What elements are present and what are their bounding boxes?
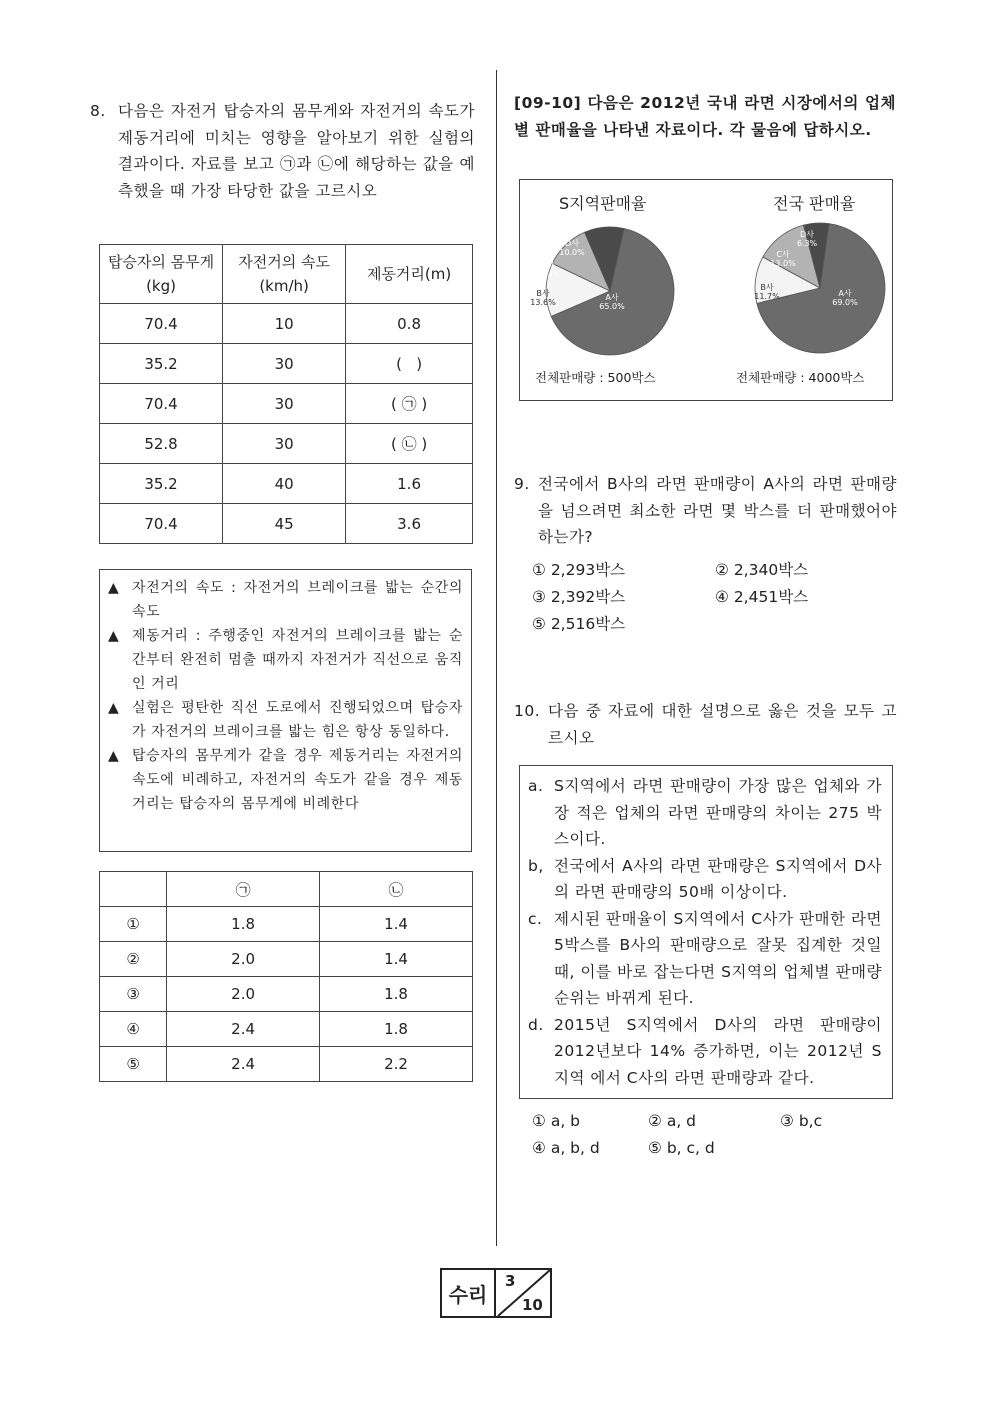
statement-label: b,	[528, 856, 544, 875]
table-cell: ( )	[346, 344, 473, 384]
chart-footnote-s: 전체판매량 : 500박스	[535, 370, 656, 385]
note-text: 실험은 평탄한 직선 도로에서 진행되었으며 탑승자가 자전거의 브레이크를 밟는 힘은 항상 동일하다.	[132, 700, 463, 740]
answer-choice-number[interactable]: ④	[100, 1012, 167, 1047]
pie-chart-s	[530, 227, 674, 355]
table-cell: 30	[223, 384, 346, 424]
answer-choice-number[interactable]: ②	[100, 942, 167, 977]
triangle-icon: ▲	[108, 748, 120, 764]
pie-value-label: 6.3%	[796, 239, 818, 248]
chart-title-national: 전국 판매율	[773, 194, 856, 213]
answer-choice-number[interactable]: ①	[100, 907, 167, 942]
statement-text: 전국에서 A사의 라면 판매량은 S지역에서 D사의 라면 판매량의 50배 이상이다.	[554, 856, 882, 901]
table-cell: 1.4	[320, 907, 473, 942]
table-cell: 30	[223, 344, 346, 384]
pie-label-C사: C사	[541, 261, 555, 270]
table-cell: 70.4	[100, 384, 223, 424]
answer-choice-number[interactable]: ⑤	[100, 1047, 167, 1082]
pie-charts-box	[519, 179, 893, 401]
pie-label-A사: A사	[838, 289, 852, 298]
table-row	[100, 304, 473, 344]
table-cell: 2.0	[167, 977, 320, 1012]
table-cell: 35.2	[100, 344, 223, 384]
q9-option-4[interactable]: ④ 2,451박스	[715, 588, 809, 606]
footer-page-number: 3	[505, 1272, 516, 1290]
table-row	[100, 504, 473, 544]
q9-option-1[interactable]: ① 2,293박스	[532, 561, 626, 579]
pie-label-B사: B사	[760, 283, 774, 292]
q8-number: 8.	[90, 102, 106, 120]
table-cell: 70.4	[100, 304, 223, 344]
header-distance: 제동거리(m)	[346, 245, 473, 304]
table-header-row	[100, 245, 473, 304]
q9-10-intro: [09-10] 다음은 2012년 국내 라면 시장에서의 업체별 판매율을 나타낸 자료이다. 각 물음에 답하시오.	[514, 94, 896, 139]
answer-row[interactable]	[100, 942, 473, 977]
statement-item	[528, 1012, 882, 1092]
pie-value-label: 69.0%	[832, 298, 858, 307]
answer-header-row	[100, 872, 473, 907]
statement-text: 제시된 판매율이 S지역에서 C사가 판매한 라면 5박스를 B사의 판매량으로 잘못 집계한 것일 때, 이를 바로 잡는다면 S지역의 업체별 판매량 순위는 바뀌게 된다.	[554, 909, 882, 1007]
q10-text: 다음 중 자료에 대한 설명으로 옳은 것을 모두 고르시오	[548, 702, 897, 747]
note-item	[108, 744, 463, 816]
table-cell: 0.8	[346, 304, 473, 344]
table-cell: 1.4	[320, 942, 473, 977]
q8-question	[90, 98, 475, 204]
table-cell: 2.4	[167, 1047, 320, 1082]
answer-header-blank	[100, 872, 167, 907]
q10-option-3[interactable]: ③ b,c	[780, 1112, 823, 1130]
header-weight: 탑승자의 몸무게(kg)	[100, 245, 223, 304]
table-cell: 2.0	[167, 942, 320, 977]
table-cell: 3.6	[346, 504, 473, 544]
q9-number: 9.	[514, 475, 530, 493]
table-cell: 1.8	[320, 1012, 473, 1047]
pie-value-label: 11.7%	[754, 292, 780, 301]
q9-option-2[interactable]: ② 2,340박스	[715, 561, 809, 579]
table-cell: 45	[223, 504, 346, 544]
statement-item	[528, 773, 882, 853]
pie-value-label: 13.0%	[770, 259, 796, 268]
statement-label: d.	[528, 1015, 544, 1034]
page-footer-box	[440, 1268, 552, 1318]
statement-item	[528, 853, 882, 906]
column-divider	[496, 70, 497, 1246]
table-cell: 40	[223, 464, 346, 504]
note-text: 탑승자의 몸무게가 같을 경우 제동거리는 자전거의 속도에 비례하고, 자전거의 속도가 같을 경우 제동거리는 탑승자의 몸무게에 비례한다	[132, 748, 463, 812]
pie-value-label: 65.0%	[599, 302, 625, 311]
note-text: 제동거리 : 주행중인 자전거의 브레이크를 밟는 순간부터 완전히 멈출 때까지 자전거가 직선으로 움직인 거리	[132, 628, 463, 692]
note-text: 자전거의 속도 : 자전거의 브레이크를 밟는 순간의 속도	[132, 580, 463, 620]
footer-subject: 수리	[442, 1270, 496, 1316]
statement-label: a.	[528, 777, 544, 795]
table-cell: 10	[223, 304, 346, 344]
table-cell: ( ㉡ )	[346, 424, 473, 464]
table-cell: ( ㉠ )	[346, 384, 473, 424]
pie-value-label: 11.4%	[535, 270, 561, 279]
table-row	[100, 384, 473, 424]
pie-chart-national	[754, 223, 885, 353]
statement-item	[528, 906, 882, 1012]
q10-option-5[interactable]: ⑤ b, c, d	[648, 1139, 715, 1157]
q10-question	[514, 698, 897, 751]
q10-number: 10.	[514, 702, 541, 720]
answer-header-a: ㉠	[167, 872, 320, 907]
triangle-icon: ▲	[108, 700, 120, 716]
note-item	[108, 696, 463, 744]
q8-answer-table	[99, 871, 473, 1082]
note-item	[108, 624, 463, 696]
pie-label-B사: B사	[536, 289, 550, 298]
chart-footnote-national: 전체판매량 : 4000박스	[736, 370, 865, 385]
chart-title-s: S지역판매율	[559, 194, 647, 213]
table-cell: 1.8	[320, 977, 473, 1012]
statement-text: S지역에서 라면 판매량이 가장 많은 업체와 가장 적은 업체의 라면 판매량의 차이는 275 박스이다.	[554, 777, 882, 848]
q9-question	[514, 471, 897, 551]
q10-option-2[interactable]: ② a, d	[648, 1112, 697, 1130]
q8-notes-box	[99, 569, 472, 852]
q9-text: 전국에서 B사의 라면 판매량이 A사의 라면 판매량을 넘으려면 최소한 라면 몇 박스를 더 판매했어야 하는가?	[538, 475, 897, 546]
pie-value-label: 10.0%	[559, 248, 585, 257]
table-cell: 30	[223, 424, 346, 464]
pie-label-C사: C사	[776, 250, 790, 259]
table-cell: 1.8	[167, 907, 320, 942]
table-cell: 2.4	[167, 1012, 320, 1047]
q10-statements-box	[519, 765, 893, 1099]
q10-option-1[interactable]: ① a, b	[532, 1112, 581, 1130]
header-speed: 자전거의 속도(km/h)	[223, 245, 346, 304]
table-cell: 2.2	[320, 1047, 473, 1082]
q9-option-3[interactable]: ③ 2,392박스	[532, 588, 626, 606]
q10-option-4[interactable]: ④ a, b, d	[532, 1139, 600, 1157]
table-row	[100, 464, 473, 504]
q8-text: 다음은 자전거 탑승자의 몸무게와 자전거의 속도가 제동거리에 미치는 영향을 알아보기 위한 실험의 결과이다. 자료를 보고 ㉠과 ㉡에 해당하는 값을 예측했을 때 가장 타당한 값을 고르시오	[118, 102, 475, 200]
table-cell: 70.4	[100, 504, 223, 544]
answer-row[interactable]	[100, 1047, 473, 1082]
table-cell: 52.8	[100, 424, 223, 464]
table-row	[100, 344, 473, 384]
pie-label-D사: D사	[565, 239, 579, 248]
answer-row[interactable]	[100, 1012, 473, 1047]
table-cell: 35.2	[100, 464, 223, 504]
pie-label-A사: A사	[605, 293, 619, 302]
answer-header-b: ㉡	[320, 872, 473, 907]
triangle-icon: ▲	[108, 580, 120, 596]
note-item	[108, 576, 463, 624]
triangle-icon: ▲	[108, 628, 120, 644]
pie-value-label: 13.6%	[530, 298, 556, 307]
answer-row[interactable]	[100, 907, 473, 942]
table-row	[100, 424, 473, 464]
table-cell: 1.6	[346, 464, 473, 504]
answer-choice-number[interactable]: ③	[100, 977, 167, 1012]
footer-total-pages: 10	[522, 1296, 543, 1314]
answer-row[interactable]	[100, 977, 473, 1012]
pie-charts-svg	[520, 180, 892, 400]
q9-option-5[interactable]: ⑤ 2,516박스	[532, 615, 626, 633]
pie-label-D사: D사	[800, 230, 814, 239]
statement-label: c.	[528, 909, 543, 928]
q8-data-table	[99, 244, 473, 544]
statement-text: 2015년 S지역에서 D사의 라면 판매량이 2012년보다 14% 증가하면, 이는 2012년 S지역 에서 C사의 라면 판매량과 같다.	[554, 1015, 882, 1087]
